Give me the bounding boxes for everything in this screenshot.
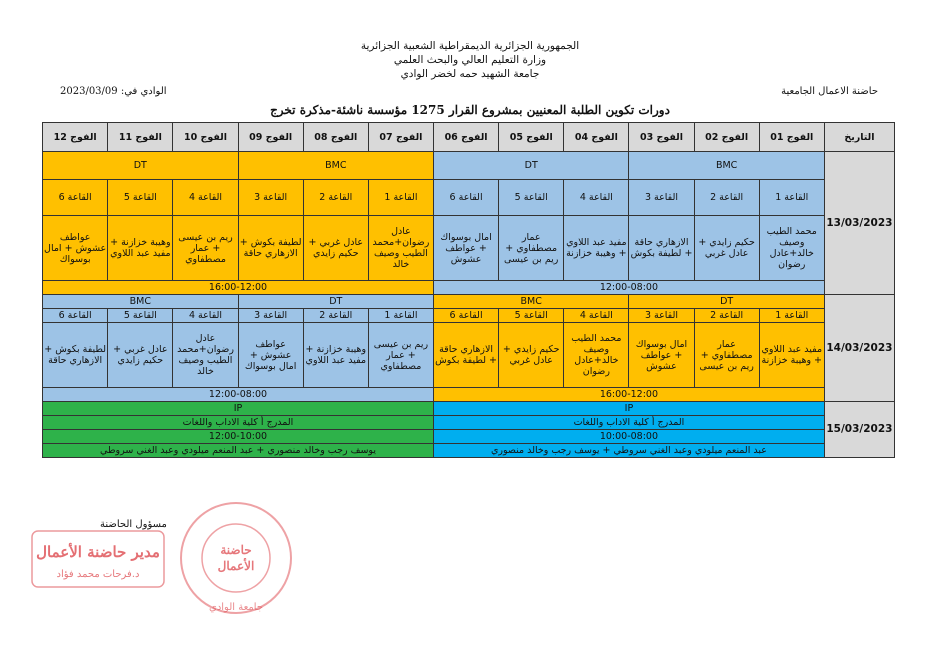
venue-cell: المدرج أ كلية الاداب واللغات xyxy=(43,416,434,430)
col-group-11: الفوج 11 xyxy=(108,123,173,152)
date-cell: 15/03/2023 xyxy=(824,402,894,458)
trainer-cell: الازهاري حاقة + لطيفة بكوش xyxy=(629,216,694,281)
trainer-cell: ريم بن عيسى + عمار مصطفاوي xyxy=(368,323,433,388)
col-group-04: الفوج 04 xyxy=(564,123,629,152)
course-cell: DT xyxy=(629,295,824,309)
trainer-cell: لطيفة بكوش + الازهاري حاقة xyxy=(43,323,108,388)
hall-cell: القاعة 4 xyxy=(173,180,238,216)
hall-cell: القاعة 1 xyxy=(368,309,433,323)
trainer-cell: عمار مصطفاوي + ريم بن عيسى xyxy=(694,323,759,388)
course-cell: BMC xyxy=(629,152,824,180)
trainer-cell: حكيم زايدي + عادل غربي xyxy=(694,216,759,281)
date-cell: 14/03/2023 xyxy=(824,295,894,402)
time-cell: 16:00-12:00 xyxy=(434,388,825,402)
hall-cell: القاعة 2 xyxy=(303,309,368,323)
trainer-cell: وهيبة خزازنة + مفيد عبد اللاوي xyxy=(303,323,368,388)
col-group-10: الفوج 10 xyxy=(173,123,238,152)
col-group-09: الفوج 09 xyxy=(238,123,303,152)
time-cell: 12:00-10:00 xyxy=(43,430,434,444)
col-group-03: الفوج 03 xyxy=(629,123,694,152)
organization-name: حاضنة الاعمال الجامعية xyxy=(781,86,878,97)
trainer-cell: محمد الطيب وصيف خالد+عادل رضوان xyxy=(564,323,629,388)
trainer-cell: مفيد عبد اللاوي + وهيبة خزازنة xyxy=(564,216,629,281)
country-header: الجمهورية الجزائرية الديمقراطية الشعبية الجزائرية xyxy=(360,40,580,52)
hall-cell: القاعة 4 xyxy=(564,309,629,323)
university-seal xyxy=(176,498,296,618)
trainer-cell: عمار مصطفاوي + ريم بن عيسى xyxy=(499,216,564,281)
trainer-cell: امال بوسواك + عواطف عشوش xyxy=(434,216,499,281)
hall-cell: القاعة 2 xyxy=(694,180,759,216)
schedule-table xyxy=(42,122,895,458)
trainer-cell: عادل رضوان+محمد الطيب وصيف خالد xyxy=(173,323,238,388)
hall-cell: القاعة 3 xyxy=(238,309,303,323)
trainer-cell: محمد الطيب وصيف خالد+عادل رضوان xyxy=(759,216,824,281)
university-header: جامعة الشهيد حمه لخضر الوادي xyxy=(400,68,540,80)
trainer-cell: امال بوسواك + عواطف عشوش xyxy=(629,323,694,388)
hall-cell: القاعة 3 xyxy=(629,180,694,216)
time-cell: 10:00-08:00 xyxy=(434,430,825,444)
col-group-12: الفوج 12 xyxy=(43,123,108,152)
signature-label: مسؤول الحاضنة xyxy=(100,519,167,530)
course-cell: BMC xyxy=(434,295,629,309)
hall-cell: القاعة 3 xyxy=(238,180,303,216)
issue-date: الوادي في: 2023/03/09 xyxy=(60,86,167,97)
trainer-cell: ريم بن عيسى + عمار مصطفاوي xyxy=(173,216,238,281)
trainer-cell: لطيفة بكوش + الازهاري حاقة xyxy=(238,216,303,281)
hall-cell: القاعة 3 xyxy=(629,309,694,323)
date-cell: 13/03/2023 xyxy=(824,152,894,295)
hall-cell: القاعة 5 xyxy=(499,309,564,323)
col-group-02: الفوج 02 xyxy=(694,123,759,152)
hall-cell: القاعة 1 xyxy=(759,309,824,323)
svg-text:جامعة الوادي: جامعة الوادي xyxy=(209,602,263,613)
page-title: دورات تكوين الطلبة المعنيين بمشروع القرار 1275 مؤسسة ناشئة-مذكرة تخرج xyxy=(270,103,670,117)
hall-cell: القاعة 1 xyxy=(368,180,433,216)
hall-cell: القاعة 1 xyxy=(759,180,824,216)
trainer-cell: حكيم زايدي + عادل غربي xyxy=(499,323,564,388)
trainer-cell: مفيد عبد اللاوي + وهيبة خزازنة xyxy=(759,323,824,388)
time-cell: 12:00-08:00 xyxy=(434,281,825,295)
director-stamp xyxy=(28,525,168,595)
trainer-cell: وهيبة خزازنة + مفيد عبد اللاوي xyxy=(108,216,173,281)
hall-cell: القاعة 6 xyxy=(434,180,499,216)
col-group-06: الفوج 06 xyxy=(434,123,499,152)
svg-text:د.فرحات محمد فؤاد: د.فرحات محمد فؤاد xyxy=(56,569,140,580)
course-cell: BMC xyxy=(238,152,433,180)
trainer-cell: عواطف عشوش + امال بوسواك xyxy=(238,323,303,388)
time-cell: 12:00-08:00 xyxy=(43,388,434,402)
course-cell: DT xyxy=(43,152,239,180)
col-group-01: الفوج 01 xyxy=(759,123,824,152)
hall-cell: القاعة 2 xyxy=(303,180,368,216)
hall-cell: القاعة 5 xyxy=(499,180,564,216)
svg-text:حاضنة: حاضنة xyxy=(220,543,252,557)
hall-cell: القاعة 5 xyxy=(108,180,173,216)
trainer-cell: عواطف عشوش + امال بوسواك xyxy=(43,216,108,281)
hall-cell: القاعة 6 xyxy=(43,180,108,216)
hall-cell: القاعة 6 xyxy=(43,309,108,323)
course-cell: IP xyxy=(434,402,825,416)
hall-cell: القاعة 5 xyxy=(108,309,173,323)
trainer-cell: عادل غربي + حكيم زايدي xyxy=(108,323,173,388)
col-group-05: الفوج 05 xyxy=(499,123,564,152)
trainer-cell: عادل غربي + حكيم زايدي xyxy=(303,216,368,281)
col-date: التاريخ xyxy=(824,123,894,152)
ministry-header: وزارة التعليم العالي والبحث العلمي xyxy=(393,54,547,66)
course-cell: BMC xyxy=(43,295,239,309)
course-cell: DT xyxy=(238,295,433,309)
header-row xyxy=(43,123,895,152)
trainers-cell: يوسف رجب وخالد منصوري + عبد المنعم ميلودي وعبد الغني سروطي xyxy=(43,444,434,458)
course-cell: IP xyxy=(43,402,434,416)
hall-cell: القاعة 4 xyxy=(173,309,238,323)
course-cell: DT xyxy=(434,152,629,180)
svg-text:الأعمال: الأعمال xyxy=(217,559,255,573)
col-group-08: الفوج 08 xyxy=(303,123,368,152)
venue-cell: المدرج أ كلية الاداب واللغات xyxy=(434,416,825,430)
trainer-cell: عادل رضوان+محمد الطيب وصيف خالد xyxy=(368,216,433,281)
trainer-cell: الازهاري حاقة + لطيفة بكوش xyxy=(434,323,499,388)
hall-cell: القاعة 6 xyxy=(434,309,499,323)
time-cell: 16:00-12:00 xyxy=(43,281,434,295)
hall-cell: القاعة 4 xyxy=(564,180,629,216)
hall-cell: القاعة 2 xyxy=(694,309,759,323)
trainers-cell: عبد المنعم ميلودي وعبد الغني سروطي + يوسف رجب وخالد منصوري xyxy=(434,444,825,458)
col-group-07: الفوج 07 xyxy=(368,123,433,152)
svg-text:مدير حاضنة الأعمال: مدير حاضنة الأعمال xyxy=(36,543,160,561)
